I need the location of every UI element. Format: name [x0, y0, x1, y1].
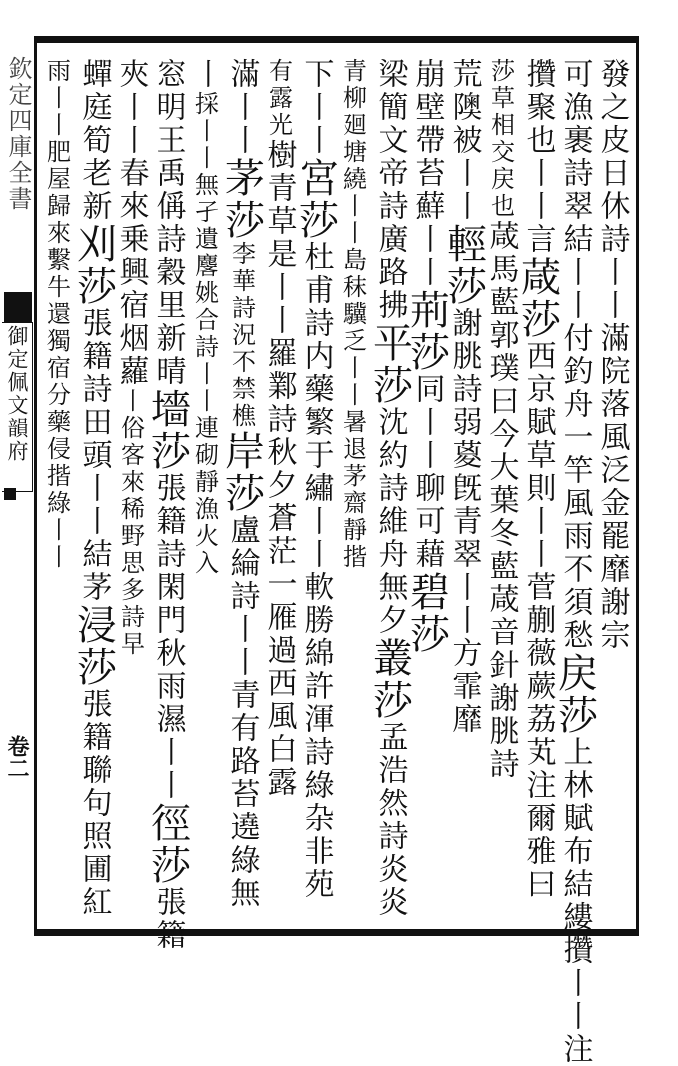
column-text: 張籍詩田頭丨丨結茅	[76, 307, 112, 604]
text-column	[482, 58, 519, 918]
column-text: 發之皮日休詩丨丨滿院落風泛金罷靡謝宗	[594, 58, 630, 652]
column-text: 樹青草是丨丨羅鄴詩秋夕蒼茫一雁過西風白露	[261, 139, 297, 799]
column-text: 雨丨丨肥	[42, 58, 71, 166]
headword: 墻莎	[144, 388, 191, 472]
column-text: 丨俗客來稀野思多	[116, 388, 145, 604]
outer-border-top	[34, 36, 638, 43]
outer-border-bottom	[34, 929, 638, 936]
column-text: 謝朓詩弱葼旣青翠丨丨方霏靡	[446, 307, 482, 736]
text-column	[292, 58, 339, 918]
text-column	[366, 58, 413, 919]
column-text: 麐姚合詩丨丨連砌靜漁火入	[190, 253, 219, 577]
top-margin-caption: 欽定四庫全書	[4, 56, 32, 212]
headword: 碧莎	[403, 571, 450, 655]
folio-number: 卷二	[4, 735, 30, 779]
column-text: 詩早	[116, 604, 145, 658]
headword: 徑莎	[144, 802, 191, 886]
text-column	[514, 58, 561, 918]
column-text: 西京賦草則丨丨菅蒯薇蕨荔芄注爾雅曰	[520, 340, 556, 901]
column-text: 可漁裹詩翠結丨丨付釣舟一竿風雨不須愁	[557, 58, 593, 652]
column-text: 同丨丨聊可藉	[409, 373, 445, 571]
headword: 戻莎	[551, 652, 598, 736]
text-column	[260, 58, 297, 918]
column-text: 滿丨丨	[224, 58, 260, 157]
column-text: 夾丨丨春來乗興宿烟蘿	[113, 58, 149, 388]
column-text: 張籍詩閑門秋雨濕丨丨	[150, 472, 186, 802]
outer-border-right	[636, 36, 639, 936]
column-text: 荒隩被丨丨	[446, 58, 482, 223]
text-column	[551, 58, 598, 1066]
outer-border-left	[34, 36, 37, 936]
column-text: 李華詩況不禁樵	[227, 241, 256, 430]
text-column	[70, 58, 117, 919]
column-text: 蟬庭筍老新	[76, 58, 112, 223]
column-text: 島秣驥乏丨丨	[338, 247, 367, 409]
column-text: 杜甫詩内藥繁于繡丨丨軟勝綿許渾詩綠杂非苑	[298, 241, 334, 901]
fishtail-mark-upper	[4, 292, 32, 322]
book-title: 御定佩文韻府	[5, 325, 29, 463]
column-text: 丨	[187, 58, 223, 91]
column-text: 孟浩然詩炎炎	[372, 721, 408, 919]
text-column	[186, 58, 223, 918]
column-text: 張籍	[150, 886, 186, 952]
text-column	[38, 58, 75, 918]
column-text: 採丨丨無孑遺	[190, 91, 219, 253]
text-column	[144, 58, 191, 952]
text-column	[112, 58, 149, 918]
column-text: 盧綸詩丨丨青有路苔遶綠無	[224, 514, 260, 910]
column-text: 莎草相交戻也	[486, 58, 515, 220]
headword: 輕莎	[440, 223, 487, 307]
text-column	[593, 58, 630, 918]
headword: 荊莎	[403, 289, 450, 373]
column-text: 張籍聯句照圃紅	[76, 688, 112, 919]
text-column	[403, 58, 450, 918]
headword: 刈莎	[70, 223, 117, 307]
column-text: 葴馬藍郭璞曰今大葉冬藍葴音針謝朓詩	[483, 220, 519, 781]
column-text: 有露光	[264, 58, 293, 139]
headword: 茅莎	[218, 157, 265, 241]
text-column	[334, 58, 371, 918]
column-text: 梁簡文帝詩廣路拂	[372, 58, 408, 322]
column-text: 下丨丨	[298, 58, 334, 157]
column-text: 沈約詩維舟無夕	[372, 406, 408, 637]
column-text: 窓明王禹偁詩穀里新晴	[150, 58, 186, 388]
headword: 岸莎	[218, 430, 265, 514]
column-text: 上林賦布結縷攢丨丨注	[557, 736, 593, 1066]
column-text: 青柳廻塘繞丨丨	[338, 58, 367, 247]
column-text: 分藥侵揩綠丨丨	[42, 382, 71, 571]
fishtail-mark-lower	[4, 488, 16, 500]
column-text: 攢聚也丨丨言	[520, 58, 556, 256]
headword: 叢莎	[366, 637, 413, 721]
text-column	[440, 58, 487, 918]
headword: 浸莎	[70, 604, 117, 688]
column-text: 屋歸來繫牛還獨宿	[42, 166, 71, 382]
column-text: 崩壁帶苔蘚丨丨	[409, 58, 445, 289]
book-title-box	[2, 322, 33, 492]
column-text: 暑退茅齋靜揩	[338, 409, 367, 571]
headword: 平莎	[366, 322, 413, 406]
headword: 葴莎	[514, 256, 561, 340]
text-column	[218, 58, 265, 918]
headword: 宮莎	[292, 157, 339, 241]
